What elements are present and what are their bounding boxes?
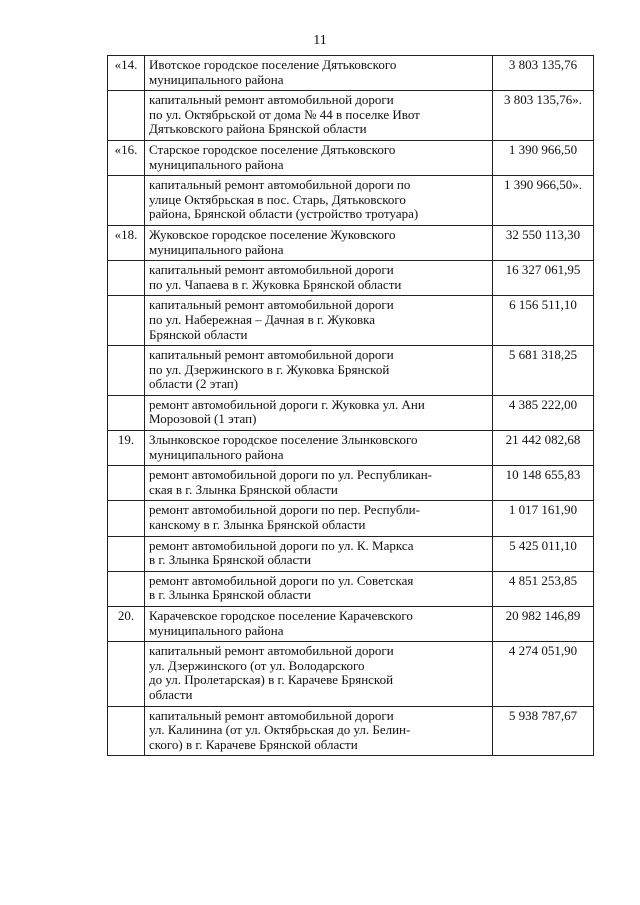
row-number: «18. (108, 225, 145, 260)
row-number: «14. (108, 56, 145, 91)
row-amount: 1 017 161,90 (493, 501, 594, 536)
row-name: Жуковское городское поселение Жуковского муниципального района (145, 225, 493, 260)
table-body (108, 56, 594, 756)
row-number (108, 536, 145, 571)
row-amount: 3 803 135,76». (493, 91, 594, 141)
table-row (108, 56, 594, 91)
row-name: капитальный ремонт автомобильной дороги ул. Калинина (от ул. Октябрьская до ул. Белин- ского) в г. Карачеве Брянской области (145, 706, 493, 756)
row-number (108, 91, 145, 141)
row-amount: 5 681 318,25 (493, 346, 594, 396)
table-row (108, 706, 594, 756)
row-number (108, 395, 145, 430)
row-amount: 1 390 966,50 (493, 140, 594, 175)
table-row (108, 296, 594, 346)
row-number (108, 261, 145, 296)
row-number: «16. (108, 140, 145, 175)
row-amount: 10 148 655,83 (493, 466, 594, 501)
row-amount: 4 274 051,90 (493, 642, 594, 706)
table-row (108, 91, 594, 141)
row-name: Ивотское городское поселение Дятьковского муниципального района (145, 56, 493, 91)
table-row (108, 140, 594, 175)
row-name: ремонт автомобильной дороги г. Жуковка ул. Ани Морозовой (1 этап) (145, 395, 493, 430)
row-amount: 3 803 135,76 (493, 56, 594, 91)
row-number (108, 346, 145, 396)
table-row (108, 571, 594, 606)
row-name: ремонт автомобильной дороги по пер. Республи- канскому в г. Злынка Брянской области (145, 501, 493, 536)
table-row (108, 536, 594, 571)
row-amount: 1 390 966,50». (493, 176, 594, 226)
row-number (108, 466, 145, 501)
row-number (108, 571, 145, 606)
row-name: капитальный ремонт автомобильной дороги ул. Дзержинского (от ул. Володарского до ул. Пролетарская) в г. Карачеве Брянской области (145, 642, 493, 706)
row-name: ремонт автомобильной дороги по ул. Советская в г. Злынка Брянской области (145, 571, 493, 606)
row-number: 19. (108, 431, 145, 466)
row-amount: 21 442 082,68 (493, 431, 594, 466)
row-number: 20. (108, 607, 145, 642)
table-row (108, 346, 594, 396)
row-amount: 4 851 253,85 (493, 571, 594, 606)
table-row (108, 176, 594, 226)
row-name: капитальный ремонт автомобильной дороги по ул. Октябрьской от дома № 44 в поселке Ивот Дятьковского района Брянской области (145, 91, 493, 141)
table-row (108, 225, 594, 260)
row-number (108, 642, 145, 706)
row-name: ремонт автомобильной дороги по ул. Республикан- ская в г. Злынка Брянской области (145, 466, 493, 501)
row-number (108, 296, 145, 346)
row-name: Старское городское поселение Дятьковского муниципального района (145, 140, 493, 175)
row-amount: 4 385 222,00 (493, 395, 594, 430)
page-number: 11 (313, 33, 327, 48)
row-name: капитальный ремонт автомобильной дороги по ул. Дзержинского в г. Жуковка Брянской области (2 этап) (145, 346, 493, 396)
row-amount: 20 982 146,89 (493, 607, 594, 642)
row-number (108, 706, 145, 756)
row-name: капитальный ремонт автомобильной дороги по ул. Чапаева в г. Жуковка Брянской области (145, 261, 493, 296)
row-name: капитальный ремонт автомобильной дороги по улице Октябрьская в пос. Старь, Дятьковского района, Брянской области (устройство тротуара) (145, 176, 493, 226)
budget-table (107, 55, 594, 756)
table-row (108, 501, 594, 536)
row-number (108, 501, 145, 536)
table-row (108, 642, 594, 706)
row-number (108, 176, 145, 226)
row-amount: 6 156 511,10 (493, 296, 594, 346)
row-amount: 5 425 011,10 (493, 536, 594, 571)
table-row (108, 466, 594, 501)
row-name: ремонт автомобильной дороги по ул. К. Маркса в г. Злынка Брянской области (145, 536, 493, 571)
row-amount: 16 327 061,95 (493, 261, 594, 296)
row-name: капитальный ремонт автомобильной дороги по ул. Набережная – Дачная в г. Жуковка Брянской области (145, 296, 493, 346)
row-amount: 5 938 787,67 (493, 706, 594, 756)
row-amount: 32 550 113,30 (493, 225, 594, 260)
row-name: Злынковское городское поселение Злынковского муниципального района (145, 431, 493, 466)
table-row (108, 431, 594, 466)
row-name: Карачевское городское поселение Карачевского муниципального района (145, 607, 493, 642)
table-row (108, 261, 594, 296)
table-row (108, 395, 594, 430)
table-row (108, 607, 594, 642)
